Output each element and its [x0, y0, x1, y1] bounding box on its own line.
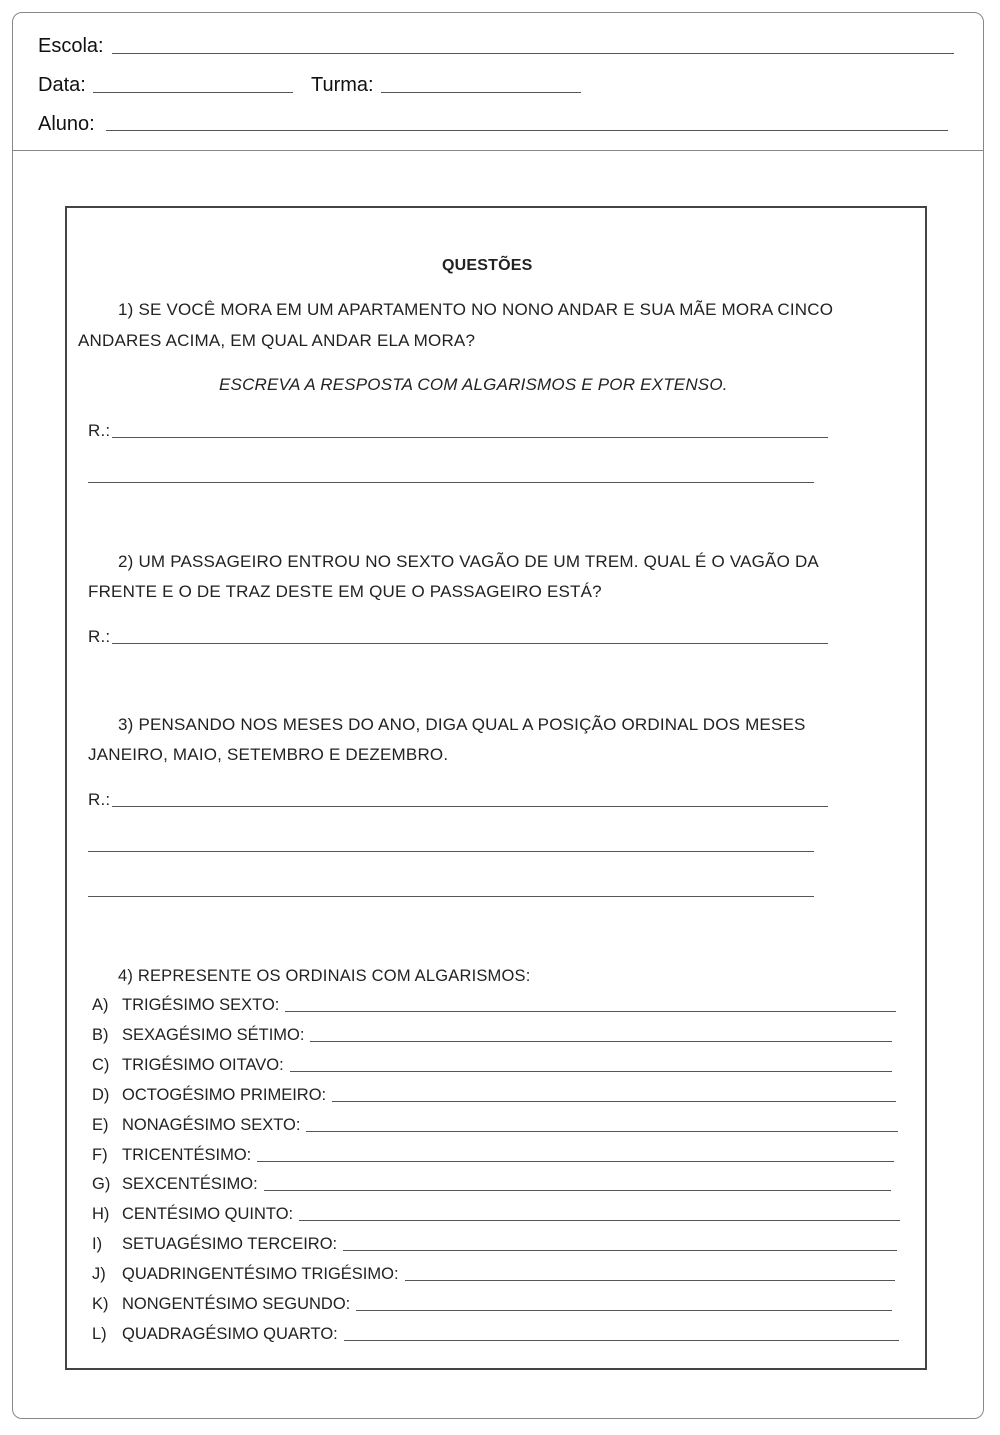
item-answer-line[interactable] — [356, 1310, 892, 1311]
item-key: H) — [92, 1205, 110, 1224]
escola-label: Escola: — [38, 35, 104, 57]
turma-field[interactable] — [381, 92, 581, 93]
item-label: SEXAGÉSIMO SÉTIMO: — [122, 1025, 305, 1044]
data-label: Data: — [38, 74, 86, 96]
data-field[interactable] — [93, 92, 293, 93]
item-answer-line[interactable] — [264, 1190, 891, 1191]
item-label: SETUAGÉSIMO TERCEIRO: — [122, 1235, 338, 1254]
q3-text-line2: JANEIRO, MAIO, SETEMBRO E DEZEMBRO. — [88, 745, 449, 764]
item-label: SEXCENTÉSIMO: — [122, 1175, 258, 1194]
questions-title: QUESTÕES — [442, 257, 533, 274]
q2-text-line1: 2) UM PASSAGEIRO ENTROU NO SEXTO VAGÃO DE UM TREM. QUAL É O VAGÃO DA — [118, 552, 819, 571]
ordinal-item — [92, 1086, 896, 1105]
q1-text-line2: ANDARES ACIMA, EM QUAL ANDAR ELA MORA? — [78, 331, 476, 350]
ordinal-item — [92, 1146, 894, 1165]
item-key: J) — [92, 1265, 106, 1284]
q2-text-line2: FRENTE E O DE TRAZ DESTE EM QUE O PASSAGEIRO ESTÁ? — [88, 582, 602, 601]
item-answer-line[interactable] — [310, 1041, 892, 1042]
item-answer-line[interactable] — [306, 1131, 898, 1132]
turma-label: Turma: — [311, 74, 374, 96]
item-key: B) — [92, 1025, 109, 1044]
q4-prompt: 4) REPRESENTE OS ORDINAIS COM ALGARISMOS: — [118, 967, 531, 985]
item-answer-line[interactable] — [343, 1250, 897, 1251]
ordinal-item — [92, 996, 896, 1015]
ordinal-item — [92, 1295, 892, 1314]
q1-instruction: ESCREVA A RESPOSTA COM ALGARISMOS E POR EXTENSO. — [219, 375, 728, 394]
q3-answer-line[interactable] — [112, 806, 828, 807]
item-label: CENTÉSIMO QUINTO: — [122, 1205, 294, 1224]
q3-answer-line[interactable] — [88, 896, 814, 897]
item-label: NONAGÉSIMO SEXTO: — [122, 1115, 301, 1134]
ordinal-item — [92, 1235, 897, 1254]
item-label: TRICENTÉSIMO: — [122, 1145, 252, 1164]
ordinal-item — [92, 1325, 899, 1344]
q1-text-line1: 1) SE VOCÊ MORA EM UM APARTAMENTO NO NONO ANDAR E SUA MÃE MORA CINCO — [118, 300, 834, 319]
item-label: TRIGÉSIMO SEXTO: — [122, 996, 280, 1014]
item-key: L) — [92, 1324, 107, 1343]
item-answer-line[interactable] — [332, 1101, 896, 1102]
item-answer-line[interactable] — [285, 1011, 896, 1012]
item-answer-line[interactable] — [405, 1280, 895, 1281]
q2-answer-prefix: R.: — [88, 627, 111, 646]
ordinal-item — [92, 1265, 895, 1284]
item-key: C) — [92, 1055, 110, 1074]
aluno-label: Aluno: — [38, 113, 95, 135]
item-answer-line[interactable] — [299, 1220, 900, 1221]
q3-answer-line[interactable] — [88, 851, 814, 852]
ordinal-item — [92, 1175, 891, 1194]
item-key: G) — [92, 1175, 111, 1194]
item-label: NONGENTÉSIMO SEGUNDO: — [122, 1295, 351, 1313]
q1-answer-line[interactable] — [112, 437, 828, 438]
item-key: F) — [92, 1145, 108, 1164]
ordinal-item — [92, 1205, 900, 1224]
item-answer-line[interactable] — [257, 1161, 894, 1162]
q3-text-line1: 3) PENSANDO NOS MESES DO ANO, DIGA QUAL A POSIÇÃO ORDINAL DOS MESES — [118, 715, 806, 734]
header-divider — [12, 150, 984, 151]
ordinal-item — [92, 1116, 898, 1135]
item-label: QUADRAGÉSIMO QUARTO: — [122, 1324, 338, 1343]
item-key: I) — [92, 1235, 103, 1254]
item-answer-line[interactable] — [344, 1340, 899, 1341]
q1-answer-line[interactable] — [88, 482, 814, 483]
item-label: QUADRINGENTÉSIMO TRIGÉSIMO: — [122, 1265, 399, 1284]
escola-field[interactable] — [112, 53, 954, 54]
q1-answer-prefix: R.: — [88, 421, 111, 440]
item-answer-line[interactable] — [290, 1071, 892, 1072]
item-key: E) — [92, 1115, 109, 1134]
item-label: OCTOGÉSIMO PRIMEIRO: — [122, 1085, 327, 1104]
item-label: TRIGÉSIMO OITAVO: — [122, 1055, 284, 1074]
item-key: K) — [92, 1295, 109, 1313]
item-key: D) — [92, 1085, 110, 1104]
ordinal-item — [92, 1026, 892, 1045]
q3-answer-prefix: R.: — [88, 790, 111, 809]
aluno-field[interactable] — [106, 130, 948, 131]
q2-answer-line[interactable] — [112, 643, 828, 644]
ordinal-item — [92, 1056, 892, 1075]
item-key: A) — [92, 996, 109, 1014]
